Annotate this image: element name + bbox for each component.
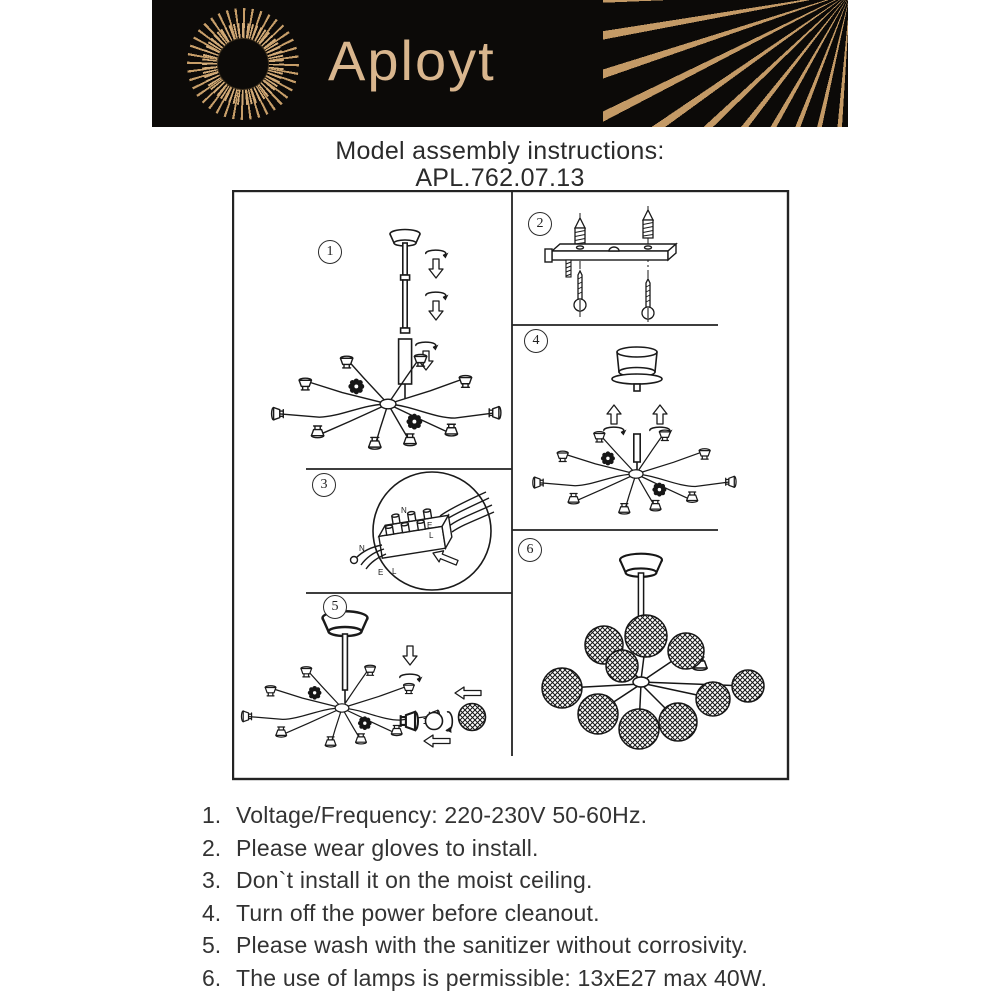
page-title: Model assembly instructions: (335, 137, 665, 165)
step-number-3: 3 (312, 473, 336, 497)
instruction-number: 6. (202, 964, 222, 991)
rotation-arrow-icon (604, 427, 627, 435)
glass-globe (578, 694, 618, 734)
instruction-list (202, 799, 882, 995)
glass-globe (459, 704, 486, 731)
step-number-4: 4 (524, 329, 548, 353)
up-arrow-icon (653, 405, 667, 424)
wire-label-n: N (359, 544, 365, 553)
step-number-1: 1 (318, 240, 342, 264)
instruction-text: Voltage/Frequency: 220-230V 50-60Hz. (236, 802, 648, 828)
down-arrow-icon (403, 646, 417, 665)
step-number-5: 5 (323, 595, 347, 619)
rotation-arrow-icon (416, 342, 439, 350)
down-arrow-icon (429, 301, 443, 320)
wire-label-n: N (401, 506, 407, 515)
wire-label-e: E (378, 568, 384, 577)
instruction-item (202, 962, 882, 995)
glass-globe (542, 668, 582, 708)
glass-globe (732, 670, 764, 702)
glass-globe (668, 633, 704, 669)
step-number-2: 2 (528, 212, 552, 236)
glass-globe (619, 709, 659, 749)
instruction-item (202, 897, 882, 930)
up-arrow-icon (607, 405, 621, 424)
screw-icon (642, 279, 654, 319)
instruction-number: 4. (202, 899, 222, 926)
lamp-socket-icon (401, 712, 418, 730)
panel-3-wiring-detail-drawing (351, 472, 495, 590)
instruction-text: Please wash with the sanitizer without corrosivity. (236, 932, 749, 959)
corner-rays-decoration-icon (603, 0, 848, 127)
glass-globe (696, 682, 730, 716)
instruction-item (202, 864, 882, 897)
rotation-arrow-icon (426, 250, 449, 258)
sunburst-logo-icon (187, 8, 299, 120)
instruction-text: Please wear gloves to install. (236, 834, 539, 861)
instruction-item (202, 929, 882, 962)
wall-anchor-icon (575, 218, 585, 246)
instruction-text: The use of lamps is permissible: 13xE27 max 40W. (236, 964, 768, 991)
screw-icon (574, 271, 586, 311)
instruction-text: Don`t install it on the moist ceiling. (236, 867, 593, 894)
instruction-text: Turn off the power before cleanout. (236, 899, 600, 926)
instruction-number: 2. (202, 834, 222, 861)
wire-label-l: L (429, 531, 434, 540)
panel-1-rod-assembly-drawing (272, 230, 501, 450)
instruction-item (202, 799, 882, 832)
panel-5-bulb-install-drawing (241, 611, 485, 747)
light-bulb-icon (424, 713, 443, 730)
instruction-item (202, 832, 882, 865)
panel-2-ceiling-bracket-drawing (545, 206, 676, 322)
model-number: APL.762.07.13 (415, 164, 585, 192)
glass-globe (659, 703, 697, 741)
rotation-arrow-icon (446, 712, 452, 733)
wire-label-l: L (392, 567, 397, 576)
left-arrow-icon (455, 687, 481, 699)
panel-4-canopy-mount-drawing (533, 347, 736, 514)
brand-banner (152, 0, 848, 127)
instruction-number: 1. (202, 802, 222, 828)
instruction-number: 3. (202, 867, 222, 894)
wall-anchor-icon (643, 210, 653, 238)
glass-globe (625, 615, 667, 657)
instruction-number: 5. (202, 932, 222, 959)
rotation-arrow-icon (426, 292, 449, 300)
down-arrow-icon (429, 259, 443, 278)
left-arrow-icon (424, 735, 450, 747)
glass-globe (606, 650, 638, 682)
step-number-6: 6 (518, 538, 542, 562)
brand-name: Aployt (328, 29, 496, 92)
wire-label-e: E (427, 521, 433, 530)
rotation-arrow-icon (400, 674, 423, 682)
panel-6-finished-chandelier-drawing (542, 554, 764, 749)
